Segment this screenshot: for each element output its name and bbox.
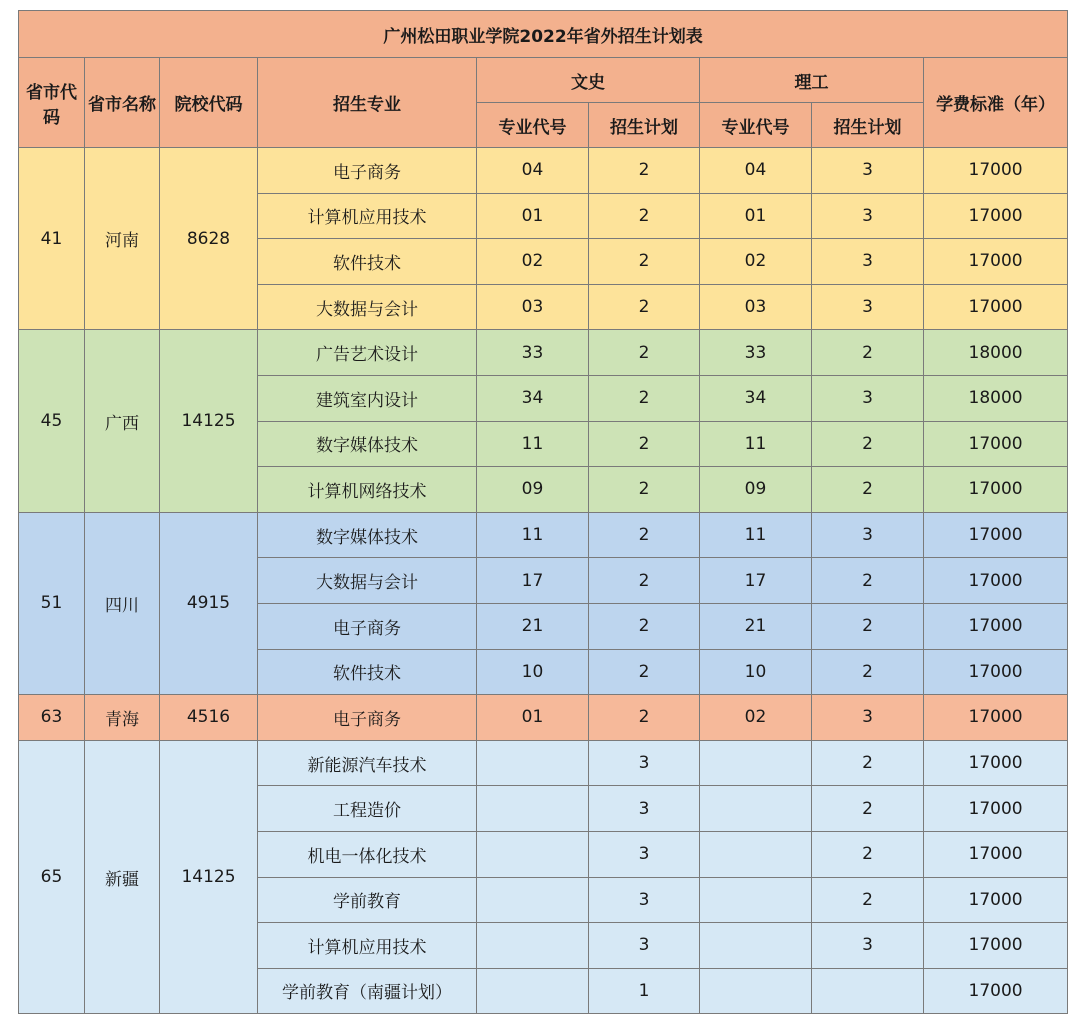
cell-wenshi-plan: 2 (589, 239, 700, 285)
cell-major: 建筑室内设计 (258, 375, 477, 421)
cell-ligong-major-code: 10 (700, 649, 812, 695)
cell-tuition: 18000 (924, 330, 1068, 376)
cell-ligong-plan: 2 (812, 467, 924, 513)
cell-wenshi-plan: 3 (589, 831, 700, 877)
cell-major: 电子商务 (258, 603, 477, 649)
cell-ligong-plan: 3 (812, 284, 924, 330)
cell-wenshi-major-code: 34 (477, 375, 589, 421)
cell-tuition: 17000 (924, 695, 1068, 741)
cell-ligong-plan (812, 968, 924, 1014)
cell-tuition: 17000 (924, 740, 1068, 786)
cell-major: 广告艺术设计 (258, 330, 477, 376)
cell-wenshi-major-code: 02 (477, 239, 589, 285)
cell-wenshi-major-code: 01 (477, 695, 589, 741)
cell-wenshi-major-code (477, 740, 589, 786)
cell-wenshi-plan: 2 (589, 467, 700, 513)
cell-school-code: 4915 (160, 512, 258, 694)
table-body (19, 148, 1068, 1014)
cell-ligong-major-code: 02 (700, 239, 812, 285)
cell-ligong-major-code: 21 (700, 603, 812, 649)
cell-ligong-major-code: 11 (700, 421, 812, 467)
cell-school-code: 4516 (160, 695, 258, 741)
cell-wenshi-plan: 2 (589, 695, 700, 741)
cell-major: 学前教育（南疆计划） (258, 968, 477, 1014)
table-row (19, 740, 1068, 786)
cell-school-code: 8628 (160, 148, 258, 330)
cell-major: 工程造价 (258, 786, 477, 832)
cell-province-code: 65 (19, 740, 85, 1014)
cell-tuition: 17000 (924, 284, 1068, 330)
cell-tuition: 17000 (924, 239, 1068, 285)
table-row (19, 512, 1068, 558)
cell-wenshi-plan: 3 (589, 877, 700, 923)
cell-wenshi-plan: 2 (589, 330, 700, 376)
cell-tuition: 17000 (924, 786, 1068, 832)
table-row (19, 695, 1068, 741)
cell-ligong-major-code (700, 740, 812, 786)
cell-wenshi-plan: 2 (589, 512, 700, 558)
cell-wenshi-major-code (477, 923, 589, 969)
table-row (19, 330, 1068, 376)
cell-ligong-plan: 3 (812, 375, 924, 421)
cell-wenshi-major-code: 01 (477, 193, 589, 239)
table-row (19, 148, 1068, 194)
cell-wenshi-major-code: 21 (477, 603, 589, 649)
cell-province-name: 河南 (85, 148, 160, 330)
cell-tuition: 17000 (924, 968, 1068, 1014)
enrollment-plan-table (18, 10, 1068, 1014)
cell-ligong-plan: 2 (812, 786, 924, 832)
cell-ligong-major-code: 09 (700, 467, 812, 513)
cell-ligong-plan: 2 (812, 649, 924, 695)
cell-ligong-major-code (700, 923, 812, 969)
cell-tuition: 17000 (924, 603, 1068, 649)
cell-ligong-plan: 2 (812, 740, 924, 786)
cell-major: 机电一体化技术 (258, 831, 477, 877)
cell-wenshi-plan: 2 (589, 375, 700, 421)
cell-wenshi-plan: 2 (589, 558, 700, 604)
header-major: 招生专业 (258, 58, 477, 148)
cell-tuition: 17000 (924, 512, 1068, 558)
header-ligong-major-code: 专业代号 (700, 103, 812, 148)
cell-province-name: 四川 (85, 512, 160, 694)
cell-ligong-plan: 2 (812, 558, 924, 604)
cell-province-code: 45 (19, 330, 85, 512)
header-school-code: 院校代码 (160, 58, 258, 148)
cell-province-name: 广西 (85, 330, 160, 512)
cell-wenshi-plan: 1 (589, 968, 700, 1014)
cell-major: 新能源汽车技术 (258, 740, 477, 786)
cell-major: 电子商务 (258, 695, 477, 741)
cell-province-code: 63 (19, 695, 85, 741)
cell-wenshi-plan: 2 (589, 649, 700, 695)
cell-school-code: 14125 (160, 330, 258, 512)
cell-wenshi-plan: 3 (589, 786, 700, 832)
cell-ligong-plan: 2 (812, 330, 924, 376)
cell-major: 计算机应用技术 (258, 923, 477, 969)
cell-wenshi-major-code: 04 (477, 148, 589, 194)
cell-ligong-major-code: 33 (700, 330, 812, 376)
cell-tuition: 17000 (924, 193, 1068, 239)
header-province-code: 省市代码 (19, 58, 85, 148)
cell-ligong-plan: 3 (812, 193, 924, 239)
cell-major: 软件技术 (258, 239, 477, 285)
cell-ligong-major-code: 03 (700, 284, 812, 330)
header-wenshi-major-code: 专业代号 (477, 103, 589, 148)
cell-tuition: 17000 (924, 649, 1068, 695)
header-ligong-plan: 招生计划 (812, 103, 924, 148)
cell-province-name: 青海 (85, 695, 160, 741)
cell-wenshi-plan: 2 (589, 421, 700, 467)
cell-wenshi-major-code (477, 968, 589, 1014)
cell-tuition: 17000 (924, 923, 1068, 969)
cell-ligong-plan: 3 (812, 512, 924, 558)
cell-tuition: 17000 (924, 831, 1068, 877)
cell-ligong-plan: 2 (812, 603, 924, 649)
header-ligong: 理工 (700, 58, 924, 103)
cell-wenshi-major-code: 11 (477, 421, 589, 467)
cell-major: 大数据与会计 (258, 284, 477, 330)
cell-wenshi-major-code: 17 (477, 558, 589, 604)
cell-tuition: 17000 (924, 467, 1068, 513)
cell-wenshi-major-code (477, 831, 589, 877)
enrollment-plan-table-wrapper (18, 10, 1068, 1014)
cell-major: 计算机应用技术 (258, 193, 477, 239)
cell-wenshi-plan: 3 (589, 740, 700, 786)
cell-ligong-major-code (700, 877, 812, 923)
cell-province-code: 51 (19, 512, 85, 694)
cell-province-code: 41 (19, 148, 85, 330)
cell-wenshi-plan: 2 (589, 193, 700, 239)
cell-ligong-major-code (700, 786, 812, 832)
cell-tuition: 18000 (924, 375, 1068, 421)
cell-ligong-plan: 2 (812, 831, 924, 877)
cell-ligong-plan: 2 (812, 877, 924, 923)
cell-ligong-major-code: 11 (700, 512, 812, 558)
cell-wenshi-major-code: 09 (477, 467, 589, 513)
cell-ligong-plan: 3 (812, 923, 924, 969)
cell-tuition: 17000 (924, 877, 1068, 923)
cell-ligong-plan: 2 (812, 421, 924, 467)
cell-ligong-plan: 3 (812, 695, 924, 741)
cell-wenshi-major-code: 11 (477, 512, 589, 558)
cell-ligong-major-code (700, 968, 812, 1014)
cell-ligong-major-code: 34 (700, 375, 812, 421)
cell-major: 数字媒体技术 (258, 512, 477, 558)
cell-major: 计算机网络技术 (258, 467, 477, 513)
cell-wenshi-plan: 3 (589, 923, 700, 969)
cell-ligong-plan: 3 (812, 239, 924, 285)
header-province-name: 省市名称 (85, 58, 160, 148)
cell-major: 电子商务 (258, 148, 477, 194)
cell-ligong-major-code: 17 (700, 558, 812, 604)
cell-wenshi-plan: 2 (589, 284, 700, 330)
cell-tuition: 17000 (924, 421, 1068, 467)
cell-major: 学前教育 (258, 877, 477, 923)
cell-ligong-plan: 3 (812, 148, 924, 194)
cell-major: 软件技术 (258, 649, 477, 695)
cell-wenshi-major-code: 10 (477, 649, 589, 695)
cell-tuition: 17000 (924, 558, 1068, 604)
cell-ligong-major-code (700, 831, 812, 877)
cell-ligong-major-code: 02 (700, 695, 812, 741)
cell-major: 大数据与会计 (258, 558, 477, 604)
cell-ligong-major-code: 01 (700, 193, 812, 239)
cell-ligong-major-code: 04 (700, 148, 812, 194)
header-wenshi: 文史 (477, 58, 700, 103)
cell-wenshi-major-code: 03 (477, 284, 589, 330)
cell-wenshi-plan: 2 (589, 148, 700, 194)
cell-wenshi-major-code: 33 (477, 330, 589, 376)
cell-major: 数字媒体技术 (258, 421, 477, 467)
table-title: 广州松田职业学院2022年省外招生计划表 (19, 11, 1068, 58)
cell-province-name: 新疆 (85, 740, 160, 1014)
cell-tuition: 17000 (924, 148, 1068, 194)
cell-wenshi-plan: 2 (589, 603, 700, 649)
cell-school-code: 14125 (160, 740, 258, 1014)
header-wenshi-plan: 招生计划 (589, 103, 700, 148)
cell-wenshi-major-code (477, 786, 589, 832)
header-tuition: 学费标准（年） (924, 58, 1068, 148)
cell-wenshi-major-code (477, 877, 589, 923)
